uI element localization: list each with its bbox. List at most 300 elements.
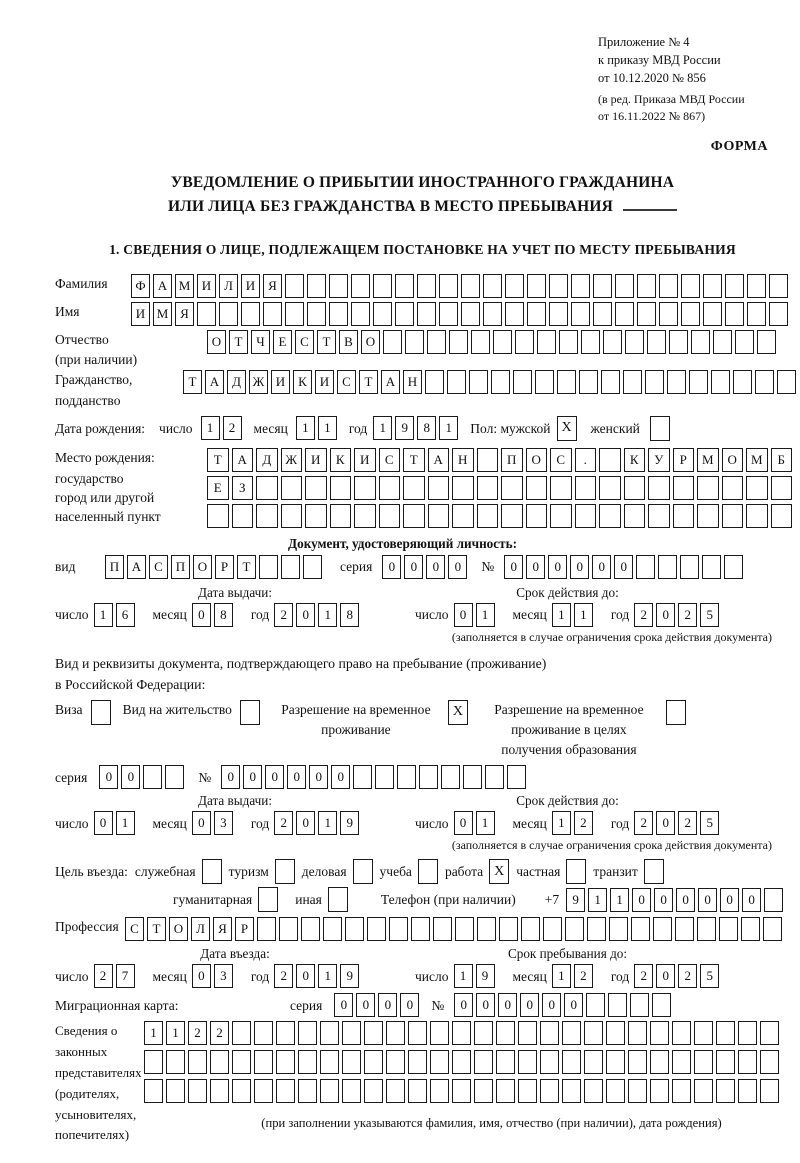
char-box[interactable]: 1: [552, 603, 571, 627]
checkbox-cell[interactable]: [418, 859, 438, 884]
char-box[interactable]: [746, 476, 768, 500]
checkbox-cell[interactable]: X: [489, 859, 509, 884]
char-box[interactable]: З: [232, 476, 254, 500]
char-box[interactable]: [675, 917, 694, 941]
char-box[interactable]: [764, 888, 783, 912]
char-box[interactable]: [285, 274, 304, 298]
char-box[interactable]: И: [315, 370, 334, 394]
char-box[interactable]: [455, 917, 474, 941]
char-box[interactable]: [777, 370, 796, 394]
char-box[interactable]: [581, 330, 600, 354]
char-box[interactable]: [232, 1050, 251, 1074]
char-box[interactable]: [439, 302, 458, 326]
char-box[interactable]: М: [153, 302, 172, 326]
char-box[interactable]: 1: [454, 964, 473, 988]
char-box[interactable]: Н: [403, 370, 422, 394]
char-box[interactable]: Я: [213, 917, 232, 941]
char-box[interactable]: 9: [395, 416, 414, 440]
char-box[interactable]: 0: [296, 811, 315, 835]
char-box[interactable]: [733, 370, 752, 394]
char-box[interactable]: [681, 274, 700, 298]
char-box[interactable]: М: [697, 448, 719, 472]
char-box[interactable]: [606, 1050, 625, 1074]
char-box[interactable]: [505, 302, 524, 326]
char-box[interactable]: [279, 917, 298, 941]
char-box[interactable]: 1: [476, 811, 495, 835]
char-box[interactable]: [452, 1050, 471, 1074]
char-box[interactable]: [550, 504, 572, 528]
char-box[interactable]: [673, 476, 695, 500]
char-box[interactable]: Т: [359, 370, 378, 394]
char-box[interactable]: [746, 504, 768, 528]
char-box[interactable]: [386, 1050, 405, 1074]
char-box[interactable]: [166, 1050, 185, 1074]
char-box[interactable]: [417, 302, 436, 326]
char-box[interactable]: [433, 917, 452, 941]
char-box[interactable]: [285, 302, 304, 326]
char-box[interactable]: [373, 274, 392, 298]
checkbox-cell[interactable]: [644, 859, 664, 884]
char-box[interactable]: [599, 448, 621, 472]
char-box[interactable]: В: [339, 330, 358, 354]
char-box[interactable]: [631, 917, 650, 941]
char-box[interactable]: С: [125, 917, 144, 941]
char-box[interactable]: [694, 1079, 713, 1103]
char-box[interactable]: О: [207, 330, 226, 354]
char-box[interactable]: 1: [318, 603, 337, 627]
char-box[interactable]: [565, 917, 584, 941]
char-box[interactable]: [419, 765, 438, 789]
checkbox-cell[interactable]: X: [557, 416, 577, 441]
char-box[interactable]: [408, 1079, 427, 1103]
char-box[interactable]: [571, 302, 590, 326]
char-box[interactable]: Я: [175, 302, 194, 326]
char-box[interactable]: [755, 370, 774, 394]
char-box[interactable]: [650, 1050, 669, 1074]
char-box[interactable]: Р: [215, 555, 234, 579]
checkbox-cell[interactable]: [240, 700, 260, 725]
char-box[interactable]: [320, 1050, 339, 1074]
char-box[interactable]: [771, 476, 793, 500]
char-box[interactable]: 8: [417, 416, 436, 440]
char-box[interactable]: [207, 504, 229, 528]
char-box[interactable]: [575, 504, 597, 528]
char-box[interactable]: О: [169, 917, 188, 941]
char-box[interactable]: Л: [219, 274, 238, 298]
char-box[interactable]: [599, 504, 621, 528]
char-box[interactable]: 1: [201, 416, 220, 440]
char-box[interactable]: К: [624, 448, 646, 472]
char-box[interactable]: [652, 993, 671, 1017]
char-box[interactable]: [648, 504, 670, 528]
char-box[interactable]: 0: [448, 555, 467, 579]
char-box[interactable]: [342, 1021, 361, 1045]
char-box[interactable]: А: [127, 555, 146, 579]
char-box[interactable]: О: [526, 448, 548, 472]
char-box[interactable]: О: [361, 330, 380, 354]
char-box[interactable]: [518, 1050, 537, 1074]
char-box[interactable]: М: [746, 448, 768, 472]
char-box[interactable]: С: [379, 448, 401, 472]
char-box[interactable]: [483, 274, 502, 298]
char-box[interactable]: [540, 1079, 559, 1103]
char-box[interactable]: [571, 274, 590, 298]
char-box[interactable]: [653, 917, 672, 941]
char-box[interactable]: А: [381, 370, 400, 394]
char-box[interactable]: Я: [263, 274, 282, 298]
char-box[interactable]: Т: [403, 448, 425, 472]
char-box[interactable]: [351, 302, 370, 326]
char-box[interactable]: 9: [340, 964, 359, 988]
char-box[interactable]: [320, 1021, 339, 1045]
char-box[interactable]: Е: [207, 476, 229, 500]
char-box[interactable]: [562, 1021, 581, 1045]
char-box[interactable]: 8: [214, 603, 233, 627]
char-box[interactable]: [603, 330, 622, 354]
char-box[interactable]: [747, 302, 766, 326]
char-box[interactable]: [579, 370, 598, 394]
char-box[interactable]: [430, 1079, 449, 1103]
char-box[interactable]: [672, 1079, 691, 1103]
char-box[interactable]: [485, 765, 504, 789]
char-box[interactable]: 9: [566, 888, 585, 912]
char-box[interactable]: 1: [318, 811, 337, 835]
char-box[interactable]: 0: [331, 765, 350, 789]
char-box[interactable]: К: [293, 370, 312, 394]
char-box[interactable]: 2: [678, 811, 697, 835]
char-box[interactable]: 0: [520, 993, 539, 1017]
char-box[interactable]: 2: [574, 964, 593, 988]
char-box[interactable]: [441, 765, 460, 789]
char-box[interactable]: [469, 370, 488, 394]
char-box[interactable]: П: [501, 448, 523, 472]
char-box[interactable]: И: [241, 274, 260, 298]
char-box[interactable]: [452, 1021, 471, 1045]
char-box[interactable]: 0: [476, 993, 495, 1017]
char-box[interactable]: 0: [454, 993, 473, 1017]
char-box[interactable]: Д: [256, 448, 278, 472]
char-box[interactable]: [210, 1050, 229, 1074]
char-box[interactable]: [526, 504, 548, 528]
char-box[interactable]: Т: [229, 330, 248, 354]
char-box[interactable]: [461, 274, 480, 298]
char-box[interactable]: [395, 302, 414, 326]
char-box[interactable]: [738, 1050, 757, 1074]
char-box[interactable]: [722, 476, 744, 500]
char-box[interactable]: [713, 330, 732, 354]
char-box[interactable]: Р: [235, 917, 254, 941]
char-box[interactable]: [305, 504, 327, 528]
char-box[interactable]: 1: [476, 603, 495, 627]
char-box[interactable]: 0: [334, 993, 353, 1017]
char-box[interactable]: И: [197, 274, 216, 298]
char-box[interactable]: [505, 274, 524, 298]
char-box[interactable]: 0: [382, 555, 401, 579]
char-box[interactable]: [681, 302, 700, 326]
char-box[interactable]: [725, 274, 744, 298]
char-box[interactable]: [650, 1021, 669, 1045]
char-box[interactable]: [526, 476, 548, 500]
char-box[interactable]: [354, 476, 376, 500]
char-box[interactable]: [386, 1079, 405, 1103]
char-box[interactable]: [281, 504, 303, 528]
char-box[interactable]: 0: [526, 555, 545, 579]
char-box[interactable]: [623, 370, 642, 394]
char-box[interactable]: [483, 302, 502, 326]
char-box[interactable]: 0: [742, 888, 761, 912]
char-box[interactable]: [615, 274, 634, 298]
char-box[interactable]: 0: [426, 555, 445, 579]
char-box[interactable]: [601, 370, 620, 394]
char-box[interactable]: [427, 330, 446, 354]
char-box[interactable]: К: [330, 448, 352, 472]
char-box[interactable]: [298, 1079, 317, 1103]
char-box[interactable]: [636, 555, 655, 579]
char-box[interactable]: [515, 330, 534, 354]
char-box[interactable]: [540, 1021, 559, 1045]
char-box[interactable]: 5: [700, 811, 719, 835]
char-box[interactable]: [408, 1021, 427, 1045]
char-box[interactable]: [301, 917, 320, 941]
char-box[interactable]: О: [193, 555, 212, 579]
char-box[interactable]: Т: [317, 330, 336, 354]
char-box[interactable]: [697, 476, 719, 500]
char-box[interactable]: [562, 1050, 581, 1074]
char-box[interactable]: [606, 1079, 625, 1103]
char-box[interactable]: 0: [656, 811, 675, 835]
char-box[interactable]: [513, 370, 532, 394]
char-box[interactable]: [760, 1021, 779, 1045]
char-box[interactable]: [527, 274, 546, 298]
char-box[interactable]: [364, 1050, 383, 1074]
char-box[interactable]: [303, 555, 322, 579]
char-box[interactable]: [430, 1050, 449, 1074]
checkbox-cell[interactable]: X: [448, 700, 468, 725]
char-box[interactable]: 8: [340, 603, 359, 627]
char-box[interactable]: И: [131, 302, 150, 326]
char-box[interactable]: 0: [570, 555, 589, 579]
char-box[interactable]: 6: [116, 603, 135, 627]
char-box[interactable]: [367, 917, 386, 941]
char-box[interactable]: 0: [121, 765, 140, 789]
char-box[interactable]: Ф: [131, 274, 150, 298]
char-box[interactable]: 0: [656, 964, 675, 988]
char-box[interactable]: [593, 302, 612, 326]
char-box[interactable]: [584, 1079, 603, 1103]
char-box[interactable]: [143, 765, 162, 789]
char-box[interactable]: [575, 476, 597, 500]
char-box[interactable]: [521, 917, 540, 941]
char-box[interactable]: [329, 274, 348, 298]
char-box[interactable]: [449, 330, 468, 354]
char-box[interactable]: [386, 1021, 405, 1045]
char-box[interactable]: [403, 504, 425, 528]
char-box[interactable]: 0: [378, 993, 397, 1017]
char-box[interactable]: [738, 1079, 757, 1103]
char-box[interactable]: [477, 476, 499, 500]
char-box[interactable]: [719, 917, 738, 941]
char-box[interactable]: 2: [274, 603, 293, 627]
char-box[interactable]: 3: [214, 811, 233, 835]
char-box[interactable]: [298, 1050, 317, 1074]
char-box[interactable]: 1: [296, 416, 315, 440]
char-box[interactable]: [430, 1021, 449, 1045]
char-box[interactable]: А: [232, 448, 254, 472]
char-box[interactable]: [724, 555, 743, 579]
char-box[interactable]: 2: [678, 603, 697, 627]
char-box[interactable]: [716, 1079, 735, 1103]
char-box[interactable]: Т: [237, 555, 256, 579]
char-box[interactable]: [615, 302, 634, 326]
char-box[interactable]: [452, 504, 474, 528]
char-box[interactable]: [351, 274, 370, 298]
char-box[interactable]: [232, 504, 254, 528]
char-box[interactable]: [703, 302, 722, 326]
char-box[interactable]: 0: [99, 765, 118, 789]
char-box[interactable]: 0: [356, 993, 375, 1017]
char-box[interactable]: [144, 1079, 163, 1103]
char-box[interactable]: [389, 917, 408, 941]
char-box[interactable]: [550, 476, 572, 500]
char-box[interactable]: [667, 370, 686, 394]
char-box[interactable]: И: [354, 448, 376, 472]
char-box[interactable]: А: [428, 448, 450, 472]
char-box[interactable]: [439, 274, 458, 298]
char-box[interactable]: 0: [400, 993, 419, 1017]
char-box[interactable]: [474, 1021, 493, 1045]
char-box[interactable]: [769, 274, 788, 298]
char-box[interactable]: [702, 555, 721, 579]
char-box[interactable]: [452, 476, 474, 500]
char-box[interactable]: [383, 330, 402, 354]
char-box[interactable]: [425, 370, 444, 394]
char-box[interactable]: [645, 370, 664, 394]
char-box[interactable]: [395, 274, 414, 298]
char-box[interactable]: [722, 504, 744, 528]
char-box[interactable]: [691, 330, 710, 354]
char-box[interactable]: [624, 504, 646, 528]
char-box[interactable]: 1: [574, 603, 593, 627]
char-box[interactable]: 2: [574, 811, 593, 835]
char-box[interactable]: [379, 504, 401, 528]
char-box[interactable]: [329, 302, 348, 326]
char-box[interactable]: [694, 1050, 713, 1074]
char-box[interactable]: Н: [452, 448, 474, 472]
char-box[interactable]: 0: [192, 603, 211, 627]
char-box[interactable]: [474, 1079, 493, 1103]
char-box[interactable]: 2: [210, 1021, 229, 1045]
char-box[interactable]: [527, 302, 546, 326]
char-box[interactable]: Р: [673, 448, 695, 472]
char-box[interactable]: [496, 1021, 515, 1045]
char-box[interactable]: [680, 555, 699, 579]
char-box[interactable]: 1: [318, 964, 337, 988]
char-box[interactable]: П: [171, 555, 190, 579]
char-box[interactable]: [323, 917, 342, 941]
char-box[interactable]: [353, 765, 372, 789]
char-box[interactable]: 9: [476, 964, 495, 988]
char-box[interactable]: [637, 302, 656, 326]
char-box[interactable]: [165, 765, 184, 789]
char-box[interactable]: [584, 1050, 603, 1074]
char-box[interactable]: И: [305, 448, 327, 472]
char-box[interactable]: [241, 302, 260, 326]
char-box[interactable]: [397, 765, 416, 789]
char-box[interactable]: [630, 993, 649, 1017]
char-box[interactable]: 1: [610, 888, 629, 912]
checkbox-cell[interactable]: [91, 700, 111, 725]
char-box[interactable]: [256, 504, 278, 528]
char-box[interactable]: [586, 993, 605, 1017]
char-box[interactable]: 1: [144, 1021, 163, 1045]
char-box[interactable]: [711, 370, 730, 394]
char-box[interactable]: [628, 1079, 647, 1103]
char-box[interactable]: 1: [588, 888, 607, 912]
char-box[interactable]: [557, 370, 576, 394]
char-box[interactable]: [166, 1079, 185, 1103]
char-box[interactable]: [537, 330, 556, 354]
char-box[interactable]: [769, 302, 788, 326]
char-box[interactable]: [452, 1079, 471, 1103]
char-box[interactable]: [587, 917, 606, 941]
char-box[interactable]: [628, 1050, 647, 1074]
char-box[interactable]: [342, 1050, 361, 1074]
char-box[interactable]: [659, 274, 678, 298]
char-box[interactable]: [405, 330, 424, 354]
char-box[interactable]: [257, 917, 276, 941]
char-box[interactable]: 0: [221, 765, 240, 789]
char-box[interactable]: [493, 330, 512, 354]
char-box[interactable]: [637, 274, 656, 298]
char-box[interactable]: 0: [676, 888, 695, 912]
char-box[interactable]: [276, 1050, 295, 1074]
char-box[interactable]: [697, 504, 719, 528]
char-box[interactable]: 2: [223, 416, 242, 440]
char-box[interactable]: Б: [771, 448, 793, 472]
char-box[interactable]: 0: [592, 555, 611, 579]
char-box[interactable]: 0: [287, 765, 306, 789]
char-box[interactable]: [697, 917, 716, 941]
char-box[interactable]: С: [550, 448, 572, 472]
char-box[interactable]: 2: [188, 1021, 207, 1045]
char-box[interactable]: 0: [720, 888, 739, 912]
char-box[interactable]: [417, 274, 436, 298]
char-box[interactable]: [760, 1079, 779, 1103]
char-box[interactable]: 0: [296, 603, 315, 627]
char-box[interactable]: [496, 1050, 515, 1074]
char-box[interactable]: [650, 1079, 669, 1103]
char-box[interactable]: [562, 1079, 581, 1103]
char-box[interactable]: Т: [183, 370, 202, 394]
char-box[interactable]: 7: [116, 964, 135, 988]
char-box[interactable]: [210, 1079, 229, 1103]
char-box[interactable]: 0: [654, 888, 673, 912]
char-box[interactable]: 1: [552, 964, 571, 988]
char-box[interactable]: [197, 302, 216, 326]
char-box[interactable]: 2: [274, 811, 293, 835]
char-box[interactable]: [760, 1050, 779, 1074]
char-box[interactable]: 1: [318, 416, 337, 440]
char-box[interactable]: [263, 302, 282, 326]
char-box[interactable]: 1: [552, 811, 571, 835]
char-box[interactable]: [694, 1021, 713, 1045]
char-box[interactable]: Д: [227, 370, 246, 394]
char-box[interactable]: [669, 330, 688, 354]
char-box[interactable]: [689, 370, 708, 394]
char-box[interactable]: 0: [656, 603, 675, 627]
char-box[interactable]: [540, 1050, 559, 1074]
char-box[interactable]: [501, 476, 523, 500]
